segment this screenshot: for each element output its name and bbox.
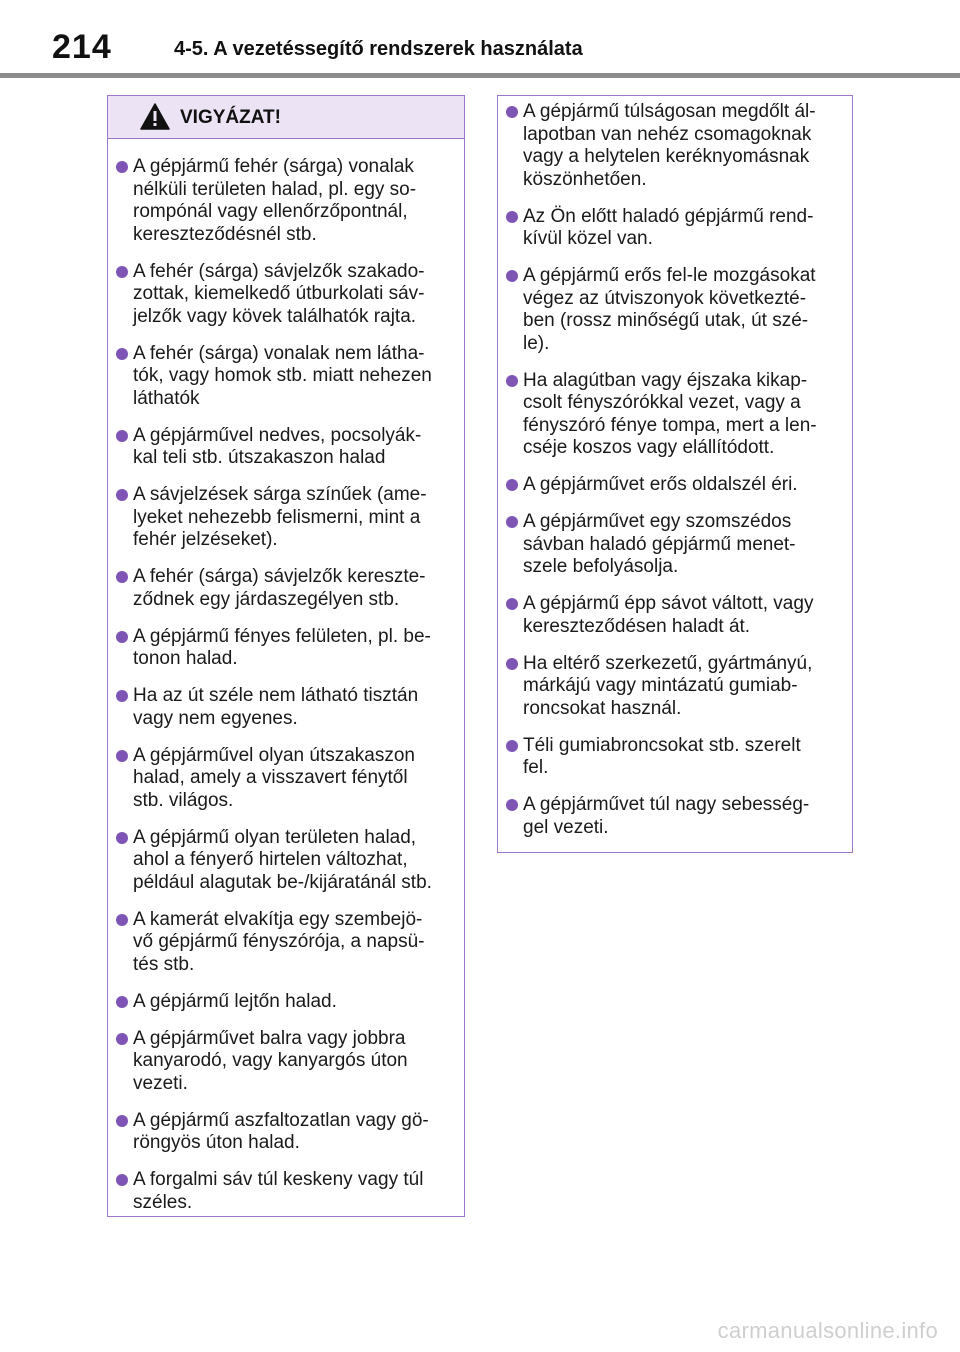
bullet-icon [116, 996, 128, 1008]
list-item-text: A gépjárművet erős oldalszél éri. [523, 474, 798, 495]
list-item-text: A gépjármű épp sávot váltott, vagy kereszteződésen haladt át. [523, 593, 814, 637]
caution-header [108, 96, 464, 139]
list-item-text: A forgalmi sáv túl keskeny vagy túl széles. [133, 1169, 424, 1213]
bullet-icon [506, 211, 518, 223]
bullet-icon [116, 161, 128, 173]
page-header [0, 0, 960, 80]
list-item-text: A gépjárművel olyan útszakaszon halad, amely a visszavert fénytől stb. világos. [133, 744, 415, 811]
list-item [498, 370, 852, 460]
bullet-icon [506, 658, 518, 670]
bullet-icon [506, 479, 518, 491]
page-number: 214 [52, 28, 112, 66]
bullet-icon [116, 914, 128, 926]
bullet-icon [116, 750, 128, 762]
bullet-icon [506, 598, 518, 610]
bullet-icon [116, 832, 128, 844]
bullet-icon [116, 571, 128, 583]
list-item-text: A fehér (sárga) sávjelzők szakado- zottak, kiemelkedő útburkolati sáv- jelzők vagy kövek találhatók rajta. [133, 260, 425, 327]
list-item-text: A gépjárművet egy szomszédos sávban haladó gépjármű menet- szele befolyásolja. [523, 511, 796, 577]
list-item [108, 425, 464, 470]
bullet-icon [116, 690, 128, 702]
bullet-icon [116, 266, 128, 278]
list-item-text: A gépjárművel nedves, pocsolyák- kal teli stb. útszakaszon halad [133, 424, 422, 468]
list-item [108, 1169, 464, 1214]
list-item-text: Ha alagútban vagy éjszaka kikap- csolt fényszórókkal vezet, vagy a fényszóró fénye tompa, mert a len- cséje koszos vagy elállítódott. [523, 369, 817, 458]
list-item [498, 511, 852, 579]
warning-triangle-icon [140, 103, 170, 130]
list-item [498, 474, 852, 497]
list-item [498, 735, 852, 780]
list-item-text: A gépjármű olyan területen halad, ahol a fényerő hirtelen változhat, például alagutak be-/kijáratánál stb. [133, 826, 432, 893]
caution-list-left [108, 139, 464, 1214]
list-item-text: A kamerát elvakítja egy szembejö- vő gépjármű fényszórója, a napsü- tés stb. [133, 908, 425, 975]
list-item [498, 593, 852, 638]
caution-box-right [497, 95, 853, 853]
bullet-icon [506, 740, 518, 752]
list-item-text: A gépjármű fényes felületen, pl. be- tonon halad. [133, 625, 431, 669]
list-item [498, 653, 852, 721]
list-item [498, 101, 852, 191]
bullet-icon [506, 516, 518, 528]
list-item [108, 991, 464, 1014]
list-item-text: A gépjármű aszfaltozatlan vagy gö- röngyös úton halad. [133, 1109, 429, 1153]
bullet-icon [116, 489, 128, 501]
list-item-text: A gépjármű fehér (sárga) vonalak nélküli területen halad, pl. egy so- rompónál vagy ellenőrzőpontnál, kereszteződésnél stb. [133, 156, 417, 245]
list-item [498, 206, 852, 251]
watermark-link[interactable]: carmanualsonline.info [717, 1318, 938, 1343]
bullet-icon [506, 799, 518, 811]
list-item-text: A gépjármű erős fel-le mozgásokat végez az útviszonyok következté- ben (rossz minőségű utak, út szé- le). [523, 265, 816, 354]
list-item-text: A gépjárművet balra vagy jobbra kanyarodó, vagy kanyargós úton vezeti. [133, 1027, 408, 1094]
bullet-icon [506, 270, 518, 282]
list-item [108, 745, 464, 813]
list-item [498, 265, 852, 355]
list-item [108, 827, 464, 895]
list-item-text: A fehér (sárga) sávjelzők kereszte- ződnek egy járdaszegélyen stb. [133, 566, 426, 610]
list-item-text: A gépjárművet túl nagy sebesség- gel vezeti. [523, 794, 810, 838]
list-item [108, 1028, 464, 1096]
bullet-icon [116, 1174, 128, 1186]
list-item-text: A fehér (sárga) vonalak nem látha- tók, vagy homok stb. miatt nehezen láthatók [133, 342, 432, 409]
list-item-text: Ha eltérő szerkezetű, gyártmányú, márkájú vagy mintázatú gumiab- roncsokat használ. [523, 652, 813, 719]
bullet-icon [116, 1033, 128, 1045]
caution-box-left [107, 95, 465, 1217]
caution-list-right [498, 96, 852, 839]
header-divider [0, 73, 960, 78]
list-item [108, 484, 464, 552]
list-item [108, 685, 464, 730]
bullet-icon [116, 348, 128, 360]
list-item [498, 794, 852, 839]
bullet-icon [116, 1115, 128, 1127]
list-item [108, 156, 464, 246]
caution-title: VIGYÁZAT! [180, 107, 281, 128]
bullet-icon [506, 106, 518, 118]
bullet-icon [506, 375, 518, 387]
list-item-text: A gépjármű túlságosan megdőlt ál- lapotban van nehéz csomagoknak vagy a helytelen keréknyomásnak köszönhetően. [523, 101, 816, 190]
list-item [108, 261, 464, 329]
list-item-text: A gépjármű lejtőn halad. [133, 990, 337, 1012]
list-item [108, 909, 464, 977]
bullet-icon [116, 430, 128, 442]
list-item [108, 626, 464, 671]
list-item [108, 1110, 464, 1155]
list-item-text: A sávjelzések sárga színűek (ame- lyeket nehezebb felismerni, mint a fehér jelzéseket). [133, 484, 427, 550]
list-item [108, 566, 464, 611]
list-item [108, 343, 464, 411]
list-item-text: Téli gumiabroncsokat stb. szerelt fel. [523, 734, 801, 778]
list-item-text: Ha az út széle nem látható tisztán vagy nem egyenes. [133, 685, 419, 729]
bullet-icon [116, 631, 128, 643]
section-title: 4-5. A vezetéssegítő rendszerek használata [174, 38, 583, 60]
list-item-text: Az Ön előtt haladó gépjármű rend- kívül közel van. [523, 205, 814, 249]
